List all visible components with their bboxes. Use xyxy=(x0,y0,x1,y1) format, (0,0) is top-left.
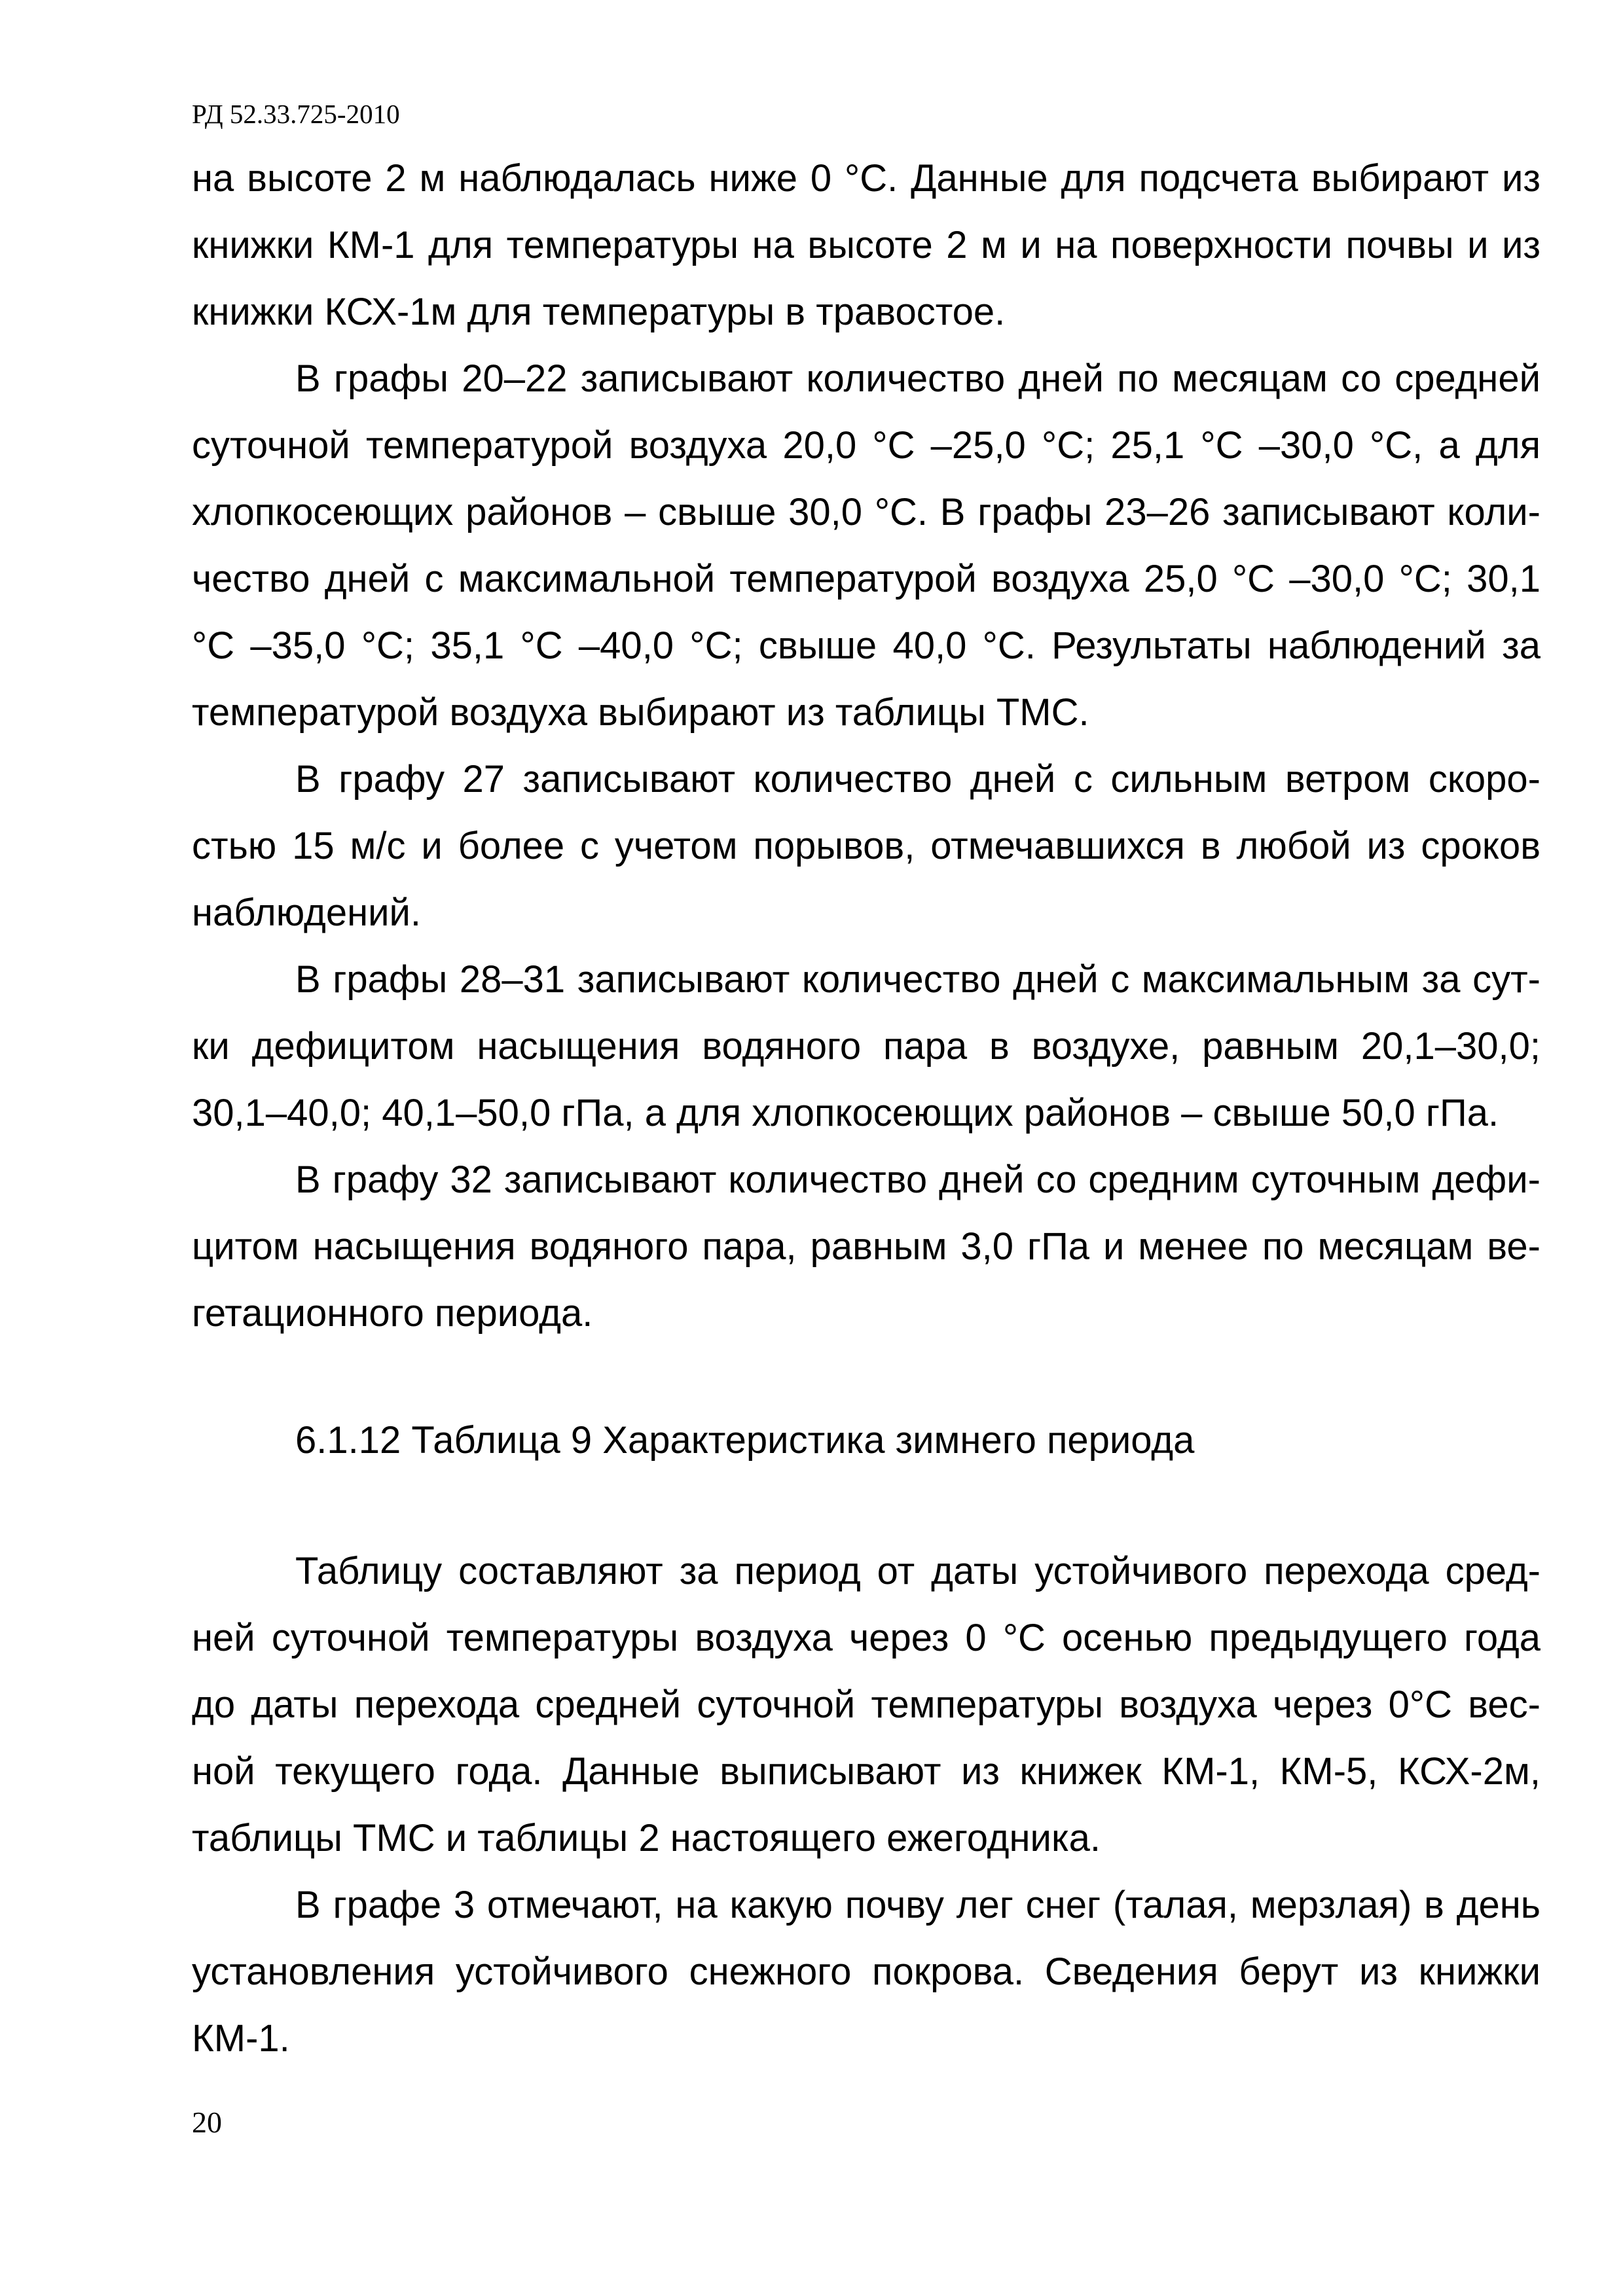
document-code-header: РД 52.33.725-2010 xyxy=(192,99,400,129)
paragraph-continuation: на высоте 2 м наблюдалась ниже 0 °С. Данные для подсчета выбирают из книжки КМ-1 для температуры на высоте 2 м и на поверхности почвы и из книжки КСХ-1м для температуры в травостое. xyxy=(192,157,1541,333)
page-number: 20 xyxy=(192,2106,222,2139)
paragraph-graphs-28-31: В графы 28–31 записывают количество дней с максимальным за сутки дефицитом насыщения водяного пара в воздухе, равным 20,1–30,0; 30,1–40,0; 40,1–50,0 гПа, а для хлопкосеющих районов – свыше 50,0 гПа. xyxy=(192,958,1541,1134)
section-heading: 6.1.12 Таблица 9 Характеристика зимнего периода xyxy=(295,1419,1195,1462)
paragraph-table-composition: Таблицу составляют за период от даты устойчивого перехода средней суточной температуры воздуха через 0 °С осенью предыдущего года до даты перехода средней суточной температуры воздуха через 0°С весной текущего года. Данные выписывают из книжек КМ-1, КМ-5, КСХ-2м, таблицы ТМС и таблицы 2 настоящего ежегодника. xyxy=(192,1550,1541,1859)
paragraph-graph-3: В графе 3 отмечают, на какую почву лег снег (талая, мерзлая) в день установления устойчивого снежного покрова. Сведения берут из книжки КМ-1. xyxy=(192,1884,1541,2060)
text-block-upper xyxy=(192,145,1541,1347)
paragraph-graph-27: В графу 27 записывают количество дней с сильным ветром скоростью 15 м/с и более с учетом порывов, отмечавшихся в любой из сроков наблюдений. xyxy=(192,758,1541,934)
text-block-lower xyxy=(192,1538,1541,2072)
paragraph-graph-32: В графу 32 записывают количество дней со средним суточным дефицитом насыщения водяного пара, равным 3,0 гПа и менее по месяцам вегетационного периода. xyxy=(192,1158,1541,1335)
paragraph-graphs-20-26: В графы 20–22 записывают количество дней по месяцам со средней суточной температурой воздуха 20,0 °С –25,0 °С; 25,1 °С –30,0 °С, а для хлопкосеющих районов – свыше 30,0 °С. В графы 23–26 записывают количество дней с максимальной температурой воздуха 25,0 °С –30,0 °С; 30,1 °С –35,0 °С; 35,1 °С –40,0 °С; свыше 40,0 °С. Результаты наблюдений за температурой воздуха выбирают из таблицы ТМС. xyxy=(192,357,1541,734)
